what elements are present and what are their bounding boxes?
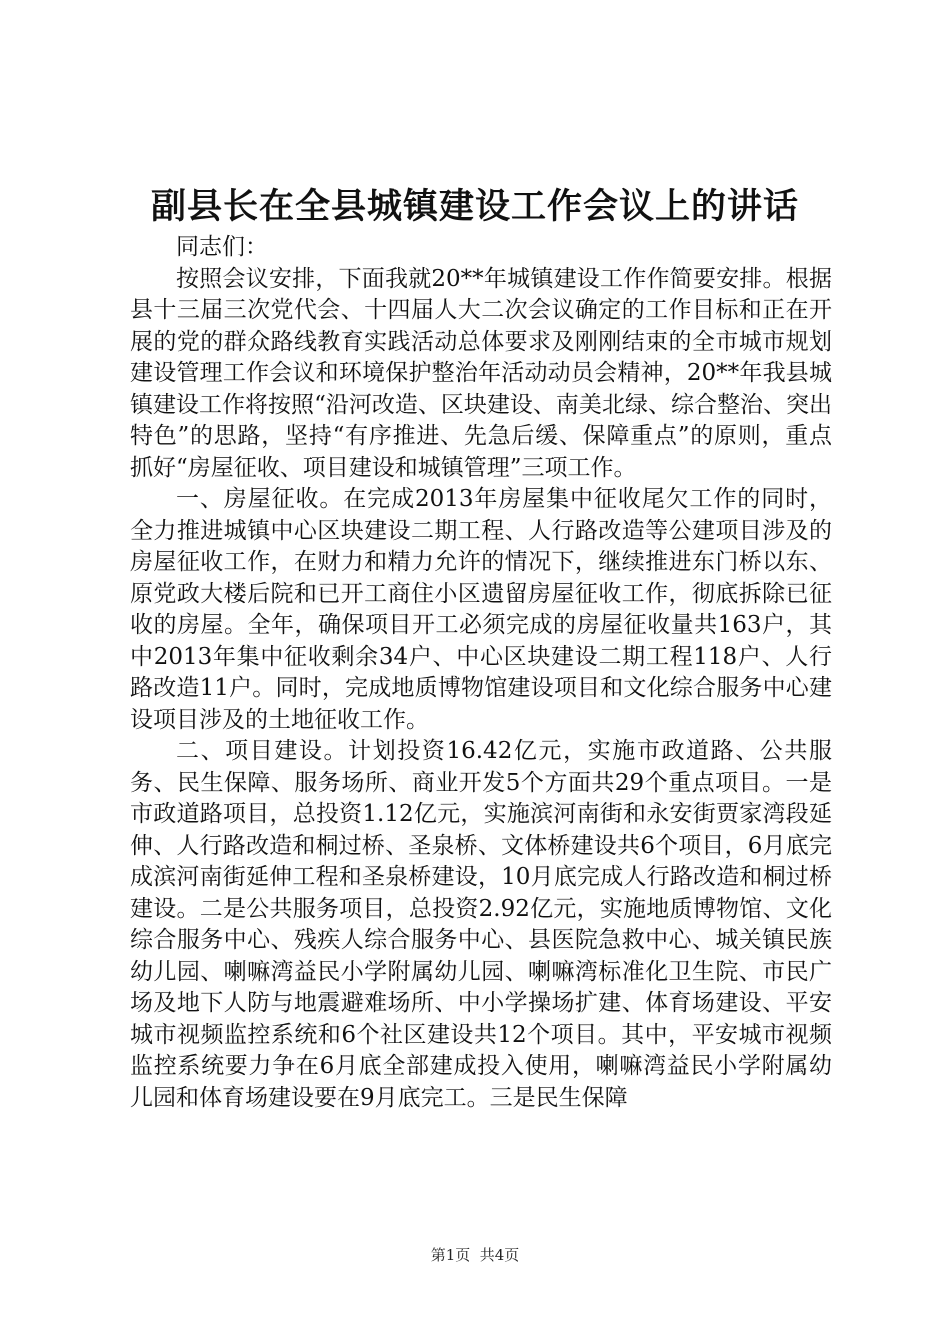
document-body <box>130 232 832 1114</box>
page-number: 第1页 共4页 <box>430 1246 520 1264</box>
page-footer <box>0 1245 950 1265</box>
paragraph-project-construction: 二、项目建设。计划投资16.42亿元，实施市政道路、公共服务、民生保障、服务场所、商业开发5个方面共29个重点项目。一是市政道路项目，总投资1.12亿元，实施滨河南街和永安街贾家湾段延伸、人行路改造和桐过桥、圣泉桥、文体桥建设共6个项目，6月底完成滨河南街延伸工程和圣泉桥建设，10月底完成人行路改造和桐过桥建设。二是公共服务项目，总投资2.92亿元，实施地质博物馆、文化综合服务中心、残疾人综合服务中心、县医院急救中心、城关镇民族幼儿园、喇嘛湾益民小学附属幼儿园、喇嘛湾标准化卫生院、市民广场及地下人防与地震避难场所、中小学操场扩建、体育场建设、平安城市视频监控系统和6个社区建设共12个项目。其中，平安城市视频监控系统要力争在6月底全部建成投入使用，喇嘛湾益民小学附属幼儿园和体育场建设要在9月底完工。三是民生保障 <box>130 738 832 1111</box>
paragraph-housing-expropriation: 一、房屋征收。在完成2013年房屋集中征收尾欠工作的同时，全力推进城镇中心区块建设二期工程、人行路改造等公建项目涉及的房屋征收工作，在财力和精力允许的情况下，继续推进东门桥以东、原党政大楼后院和已开工商住小区遗留房屋征收工作，彻底拆除已征收的房屋。全年，确保项目开工必须完成的房屋征收量共163户，其中2013年集中征收剩余34户、中心区块建设二期工程118户、人行路改造11户。同时，完成地质博物馆建设项目和文化综合服务中心建设项目涉及的土地征收工作。 <box>130 486 832 733</box>
document-title: 副县长在全县城镇建设工作会议上的讲话 <box>150 186 799 227</box>
greeting: 同志们： <box>176 234 268 260</box>
paragraph-intro: 按照会议安排，下面我就20**年城镇建设工作作简要安排。根据县十三届三次党代会、十四届人大二次会议确定的工作目标和正在开展的党的群众路线教育实践活动总体要求及刚刚结束的全市城市规划建设管理工作会议和环境保护整治年活动动员会精神，20**年我县城镇建设工作将按照“沿河改造、区块建设、南美北绿、综合整治、突出特色”的思路，坚持“有序推进、先急后缓、保障重点”的原则，重点抓好“房屋征收、项目建设和城镇管理”三项工作。 <box>130 265 832 481</box>
